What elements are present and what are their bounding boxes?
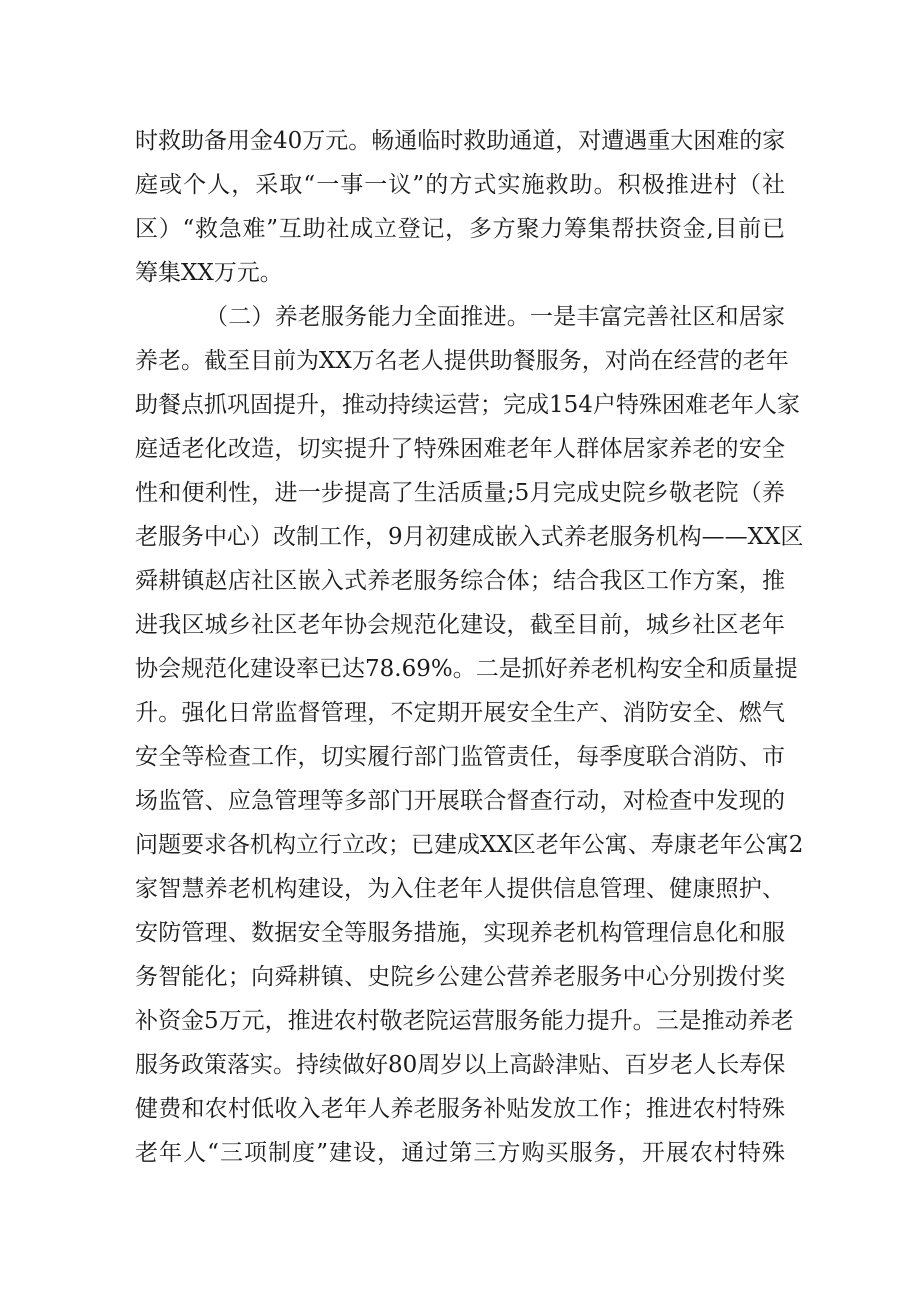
text-line: 老服务中心）改制工作，9月初建成嵌入式养老服务机构——XX区	[135, 524, 804, 550]
text-line: 庭或个人，采取“一事一议”的方式实施救助。积极推进村（社	[135, 172, 785, 198]
text-line: 舜耕镇赵店社区嵌入式养老服务综合体；结合我区工作方案，推	[135, 568, 785, 594]
text-line: 场监管、应急管理等多部门开展联合督查行动，对检查中发现的	[135, 788, 785, 814]
text-line: 进我区城乡社区老年协会规范化建设，截至目前，城乡社区老年	[135, 612, 785, 638]
text-line: 补资金5万元，推进农村敬老院运营服务能力提升。三是推动养老	[135, 1008, 794, 1034]
text-line: 服务政策落实。持续做好80周岁以上高龄津贴、百岁老人长寿保	[135, 1052, 786, 1078]
text-line: 时救助备用金40万元。畅通临时救助通道，对遭遇重大困难的家	[135, 128, 786, 154]
text-line: 问题要求各机构立行立改；已建成XX区老年公寓、寿康老年公寓2	[135, 832, 804, 858]
text-line: 养老。截至目前为XX万名老人提供助餐服务，对尚在经营的老年	[135, 348, 789, 374]
text-line: 升。强化日常监督管理，不定期开展安全生产、消防安全、燃气	[135, 700, 785, 726]
text-line: 助餐点抓巩固提升，推动持续运营；完成154户特殊困难老年人家	[135, 392, 800, 418]
text-line: 庭适老化改造，切实提升了特殊困难老年人群体居家养老的安全	[135, 436, 785, 462]
text-line: 性和便利性，进一步提高了生活质量;5月完成史院乡敬老院（养	[135, 480, 785, 506]
text-line: 安全等检查工作，切实履行部门监管责任，每季度联合消防、市	[135, 744, 785, 770]
text-line: 协会规范化建设率已达78.69%。二是抓好养老机构安全和质量提	[135, 656, 798, 682]
text-line: 健费和农村低收入老年人养老服务补贴发放工作；推进农村特殊	[135, 1096, 785, 1122]
text-line: 家智慧养老机构建设，为入住老年人提供信息管理、健康照护、	[135, 876, 785, 902]
text-line: 筹集XX万元。	[135, 260, 283, 286]
text-line: 安防管理、数据安全等服务措施，实现养老机构管理信息化和服	[135, 920, 785, 946]
text-line: 务智能化；向舜耕镇、史院乡公建公营养老服务中心分别拨付奖	[135, 964, 785, 990]
text-line: 区）“救急难”互助社成立登记，多方聚力筹集帮扶资金,目前已	[135, 216, 785, 242]
section-heading-line: （二）养老服务能力全面推进。一是丰富完善社区和居家	[205, 304, 785, 330]
text-line: 老年人“三项制度”建设，通过第三方购买服务，开展农村特殊	[135, 1140, 785, 1166]
